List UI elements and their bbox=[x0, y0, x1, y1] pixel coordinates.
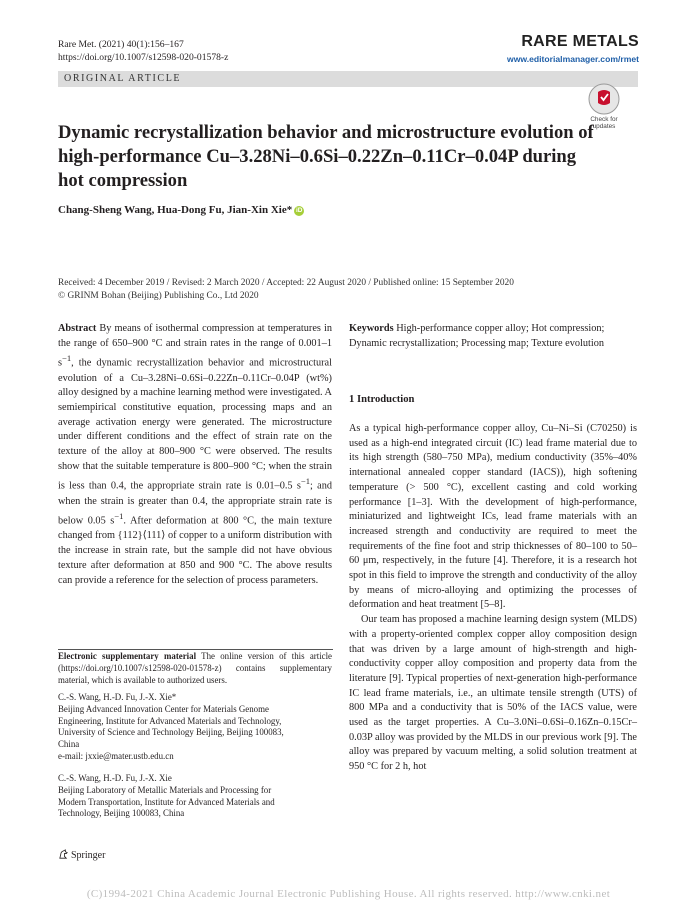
springer-horse-icon bbox=[58, 849, 69, 860]
affiliation-line: Beijing Advanced Innovation Center for Materials Genome bbox=[58, 703, 269, 714]
corresponding-email[interactable]: e-mail: jxxie@mater.ustb.edu.cn bbox=[58, 750, 174, 761]
journal-header bbox=[507, 33, 639, 64]
affiliation-line: Engineering, Institute for Advanced Materials and Technology, bbox=[58, 715, 282, 726]
supplementary-note bbox=[58, 651, 332, 686]
check-for-updates-label[interactable]: Check for updates bbox=[590, 116, 618, 130]
affiliation-line: Beijing Laboratory of Metallic Materials and Processing for bbox=[58, 784, 272, 795]
keywords-block bbox=[349, 322, 637, 351]
abstract-block bbox=[58, 322, 332, 588]
intro-paragraph-2: Our team has proposed a machine learning design system (MLDS) with a property-oriented complex copper alloy composition design that was driven by a large amount of high-strength and high-conductivity copper alloy composition and property data from the literature [9]. Typical properties of next-generation high-performance IC lead frame materials, i.e., an ultimate tensile strength (UTS) of 800 MPa and a conductivity that is 50% of the IACS value, were used as the target properties. A Cu–3.0Ni–0.6Si–0.16Zn–0.15Cr–0.03P alloy was provided by the MLDS in our previous work [9]. The alloy was prepared by vacuum melting, a solid solution treatment at 950 °C for 2 h, hot bbox=[349, 614, 637, 773]
introduction-heading: 1 Introduction bbox=[349, 394, 415, 405]
doi-link[interactable]: https://doi.org/10.1007/s12598-020-01578-z bbox=[58, 52, 229, 63]
abstract-text-1: By means of isothermal compression at temperatures in the range of 650–900 °C and strain rates in the range of 0.001–1 s bbox=[58, 323, 332, 369]
publisher-name: Springer bbox=[71, 850, 106, 861]
affiliation-1 bbox=[58, 692, 332, 763]
affiliation-names: C.-S. Wang, H.-D. Fu, J.-X. Xie bbox=[58, 773, 172, 783]
author-list bbox=[58, 204, 304, 216]
cnki-footer: (C)1994-2021 China Academic Journal Electronic Publishing House. All rights reserved. http://www.cnki.net bbox=[86, 888, 611, 900]
journal-name: RARE METALS bbox=[521, 33, 639, 50]
abstract-sup-2: −1 bbox=[300, 476, 310, 487]
journal-site-link[interactable]: www.editorialmanager.com/rmet bbox=[507, 54, 639, 64]
affiliation-line: China bbox=[58, 739, 80, 750]
footnote-divider bbox=[58, 649, 333, 650]
affiliation-line: University of Science and Technology Beijing, Beijing 100083, bbox=[58, 727, 284, 738]
article-history bbox=[58, 277, 514, 303]
abstract-sup-1: −1 bbox=[62, 353, 72, 364]
affiliation-line: Modern Transportation, Institute for Advanced Materials and bbox=[58, 796, 275, 807]
orcid-icon[interactable]: iD bbox=[295, 207, 303, 214]
copyright-line: © GRINM Bohan (Beijing) Publishing Co., Ltd 2020 bbox=[58, 291, 259, 301]
affiliation-2 bbox=[58, 773, 332, 820]
keywords-label: Keywords bbox=[349, 323, 394, 334]
affiliation-line: Technology, Beijing 100083, China bbox=[58, 808, 185, 819]
article-title: Dynamic recrystallization behavior and microstructure evolution of high-performance Cu–3.28Ni–0.6Si–0.22Zn–0.11Cr–0.04P during hot compression bbox=[58, 122, 594, 191]
section-bar bbox=[58, 71, 638, 87]
section-label: ORIGINAL ARTICLE bbox=[64, 73, 182, 84]
introduction-body bbox=[349, 422, 637, 775]
abstract-sup-3: −1 bbox=[114, 511, 124, 522]
history-dates: Received: 4 December 2019 / Revised: 2 March 2020 / Accepted: 22 August 2020 / Published online: 15 September 2020 bbox=[58, 278, 514, 288]
abstract-text-2: , the dynamic recrystallization behavior and microstructural evolution of a Cu–3.28Ni–0.6Si–0.22Zn–0.11Cr–0.04P (wt%) alloy designed by a machine learning method were investigated. A semiempirical constitutive equation, processing maps and an average activation energy were generated. The microstructure under different conditions and the effect of strain rate on the texture of the alloy at 800–900 °C were observed. The results show that the suitable temperature is 800–900 °C; when the strain is less than 0.4, the appropriate strain rate is 0.01–0.5 s bbox=[58, 357, 332, 492]
keywords-text: High-performance copper alloy; Hot compression; Dynamic recrystallization; Processing map; Texture evolution bbox=[349, 323, 605, 349]
citation-header bbox=[58, 38, 228, 64]
affiliation-names: C.-S. Wang, H.-D. Fu, J.-X. Xie* bbox=[58, 692, 177, 702]
esm-text: The online version of this article (https://doi.org/10.1007/s12598-020-01578-z) contains supplementary material, which is available to authorized users. bbox=[58, 651, 333, 685]
abstract-label: Abstract bbox=[58, 323, 97, 334]
publisher-logo bbox=[58, 849, 105, 861]
check-for-updates-icon[interactable] bbox=[588, 83, 620, 115]
abstract-text-3: ; and when the strain is greater than 0.4, the appropriate strain rate is below 0.05 s bbox=[58, 480, 332, 527]
abstract-text-4: . After deformation at 800 °C, the main texture changed from {112}⟨111⟩ of copper to a uniform distribution with the increase in strain rate, but the sample did not have obvious texture after deformation at 850 and 900 °C. The above results can provide a reference for the selection of process parameters. bbox=[58, 515, 332, 586]
citation: Rare Met. (2021) 40(1):156–167 bbox=[58, 39, 184, 50]
intro-paragraph-1: As a typical high-performance copper alloy, Cu–Ni–Si (C70250) is used as a high-end integrated circuit (IC) lead frame material due to its high strength (580–750 MPa), medium conductivity (35%–40% international annealed copper standard (IACS)), high softening temperature (> 500 °C), excellent casting and cold working performance [1–3]. With the development of high-performance, miniaturized and lightweight ICs, lead frame materials with an increased strength and conductivity are required to meet the requirements of the fine foot and strip thicknesses of 80–100 to 50–60 μm, respectively, in the future [4]. Therefore, it is a research hot spot in this field to improve the strength and conductivity of the alloy by means of micro-alloying and optimizing the processes of deformation and heat treatment [5–8]. bbox=[349, 423, 637, 611]
esm-label: Electronic supplementary material bbox=[58, 651, 197, 661]
authors-text: Chang-Sheng Wang, Hua-Dong Fu, Jian-Xin Xie* bbox=[58, 204, 293, 216]
